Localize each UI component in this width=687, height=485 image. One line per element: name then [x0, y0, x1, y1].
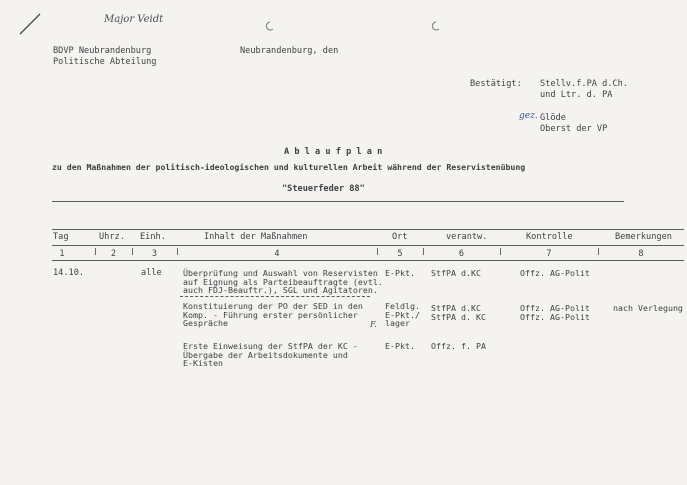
approval-line-2: und Ltr. d. PA [540, 90, 613, 100]
col-header-uhrz: Uhrz. [99, 232, 125, 242]
row1-tag: 14.10. [53, 268, 85, 278]
header-bottom-rule [52, 260, 684, 261]
col-header-einh: Einh. [140, 232, 166, 242]
sender-line-2: Politische Abteilung [53, 57, 157, 67]
punch-hole-left [264, 20, 276, 32]
approval-label: Bestätigt: [470, 79, 522, 89]
row2-ort: Feldlg. E-Pkt./ lager [385, 301, 420, 329]
row2-kontrolle: Offz. AG-Polit Offz. AG-Polit [520, 303, 590, 322]
col-header-ort: Ort [392, 232, 408, 242]
approval-line-1: Stellv.f.PA d.Ch. [540, 79, 628, 89]
col-number-1: 1 [59, 249, 65, 259]
table-top-rule [52, 229, 684, 230]
row1-inhalt: Überprüfung und Auswahl von Reservisten auf Eignung als Parteibeauftragte (evtl. auch FDJ-Beauftr.), SGL und Agitatoren. [183, 268, 383, 296]
row2-inhalt: Konstituierung der PO der SED in den Komp. - Führung erster persönlicher Gespräche [183, 301, 363, 329]
col-number-5: 5 [397, 249, 403, 259]
col-number-8: 8 [638, 249, 644, 259]
row3-verantw: Offz. f. PA [431, 341, 486, 351]
row3-ort: E-Pkt. [385, 341, 415, 351]
row1-ort: E-Pkt. [385, 268, 415, 278]
row1-einh: alle [141, 268, 162, 278]
header-mid-rule [52, 245, 684, 246]
row1-kontrolle: Offz. AG-Polit [520, 268, 590, 278]
place-date: Neubrandenburg, den [240, 46, 339, 56]
document-subtitle: zu den Maßnahmen der politisch-ideologischen und kulturellen Arbeit während der Reservistenübung [52, 162, 526, 172]
title-underline [52, 201, 624, 202]
col-header-inhalt: Inhalt der Maßnahmen [204, 232, 308, 242]
col-number-7: 7 [546, 249, 552, 259]
col-number-6: 6 [458, 249, 465, 259]
col-header-kontrolle: Kontrolle [526, 232, 573, 242]
punch-hole-right [430, 20, 442, 32]
document-title: A b l a u f p l a n [284, 147, 383, 157]
approval-rank: Oberst der VP [540, 124, 608, 134]
col-number-2: 2 [110, 249, 117, 259]
exercise-name: "Steuerfeder 88" [282, 184, 365, 194]
pen-stroke-mark [0, 0, 60, 50]
row1-divider [180, 296, 370, 297]
col-header-bemerkungen: Bemerkungen [615, 232, 672, 242]
row2-verantw: StfPA d.KC StfPA d. KC [431, 303, 486, 322]
margin-mark: F. [370, 320, 377, 329]
row3-inhalt: Erste Einweisung der StfPA der KC - Übergabe der Arbeitsdokumente und E-Kisten [183, 341, 358, 369]
approval-name: Glöde [540, 113, 566, 123]
signature-mark: gez. [519, 111, 538, 121]
col-number-3: 3 [151, 249, 158, 259]
col-header-verantw: verantw. [446, 232, 488, 242]
col-number-4: 4 [274, 249, 280, 259]
col-header-tag: Tag [53, 232, 69, 242]
row1-verantw: StfPA d.KC [431, 268, 481, 278]
sender-line-1: BDVP Neubrandenburg [53, 46, 152, 56]
row2-bemerkungen: nach Verlegung [613, 303, 683, 313]
handwritten-note: Major Veidt [104, 14, 164, 25]
